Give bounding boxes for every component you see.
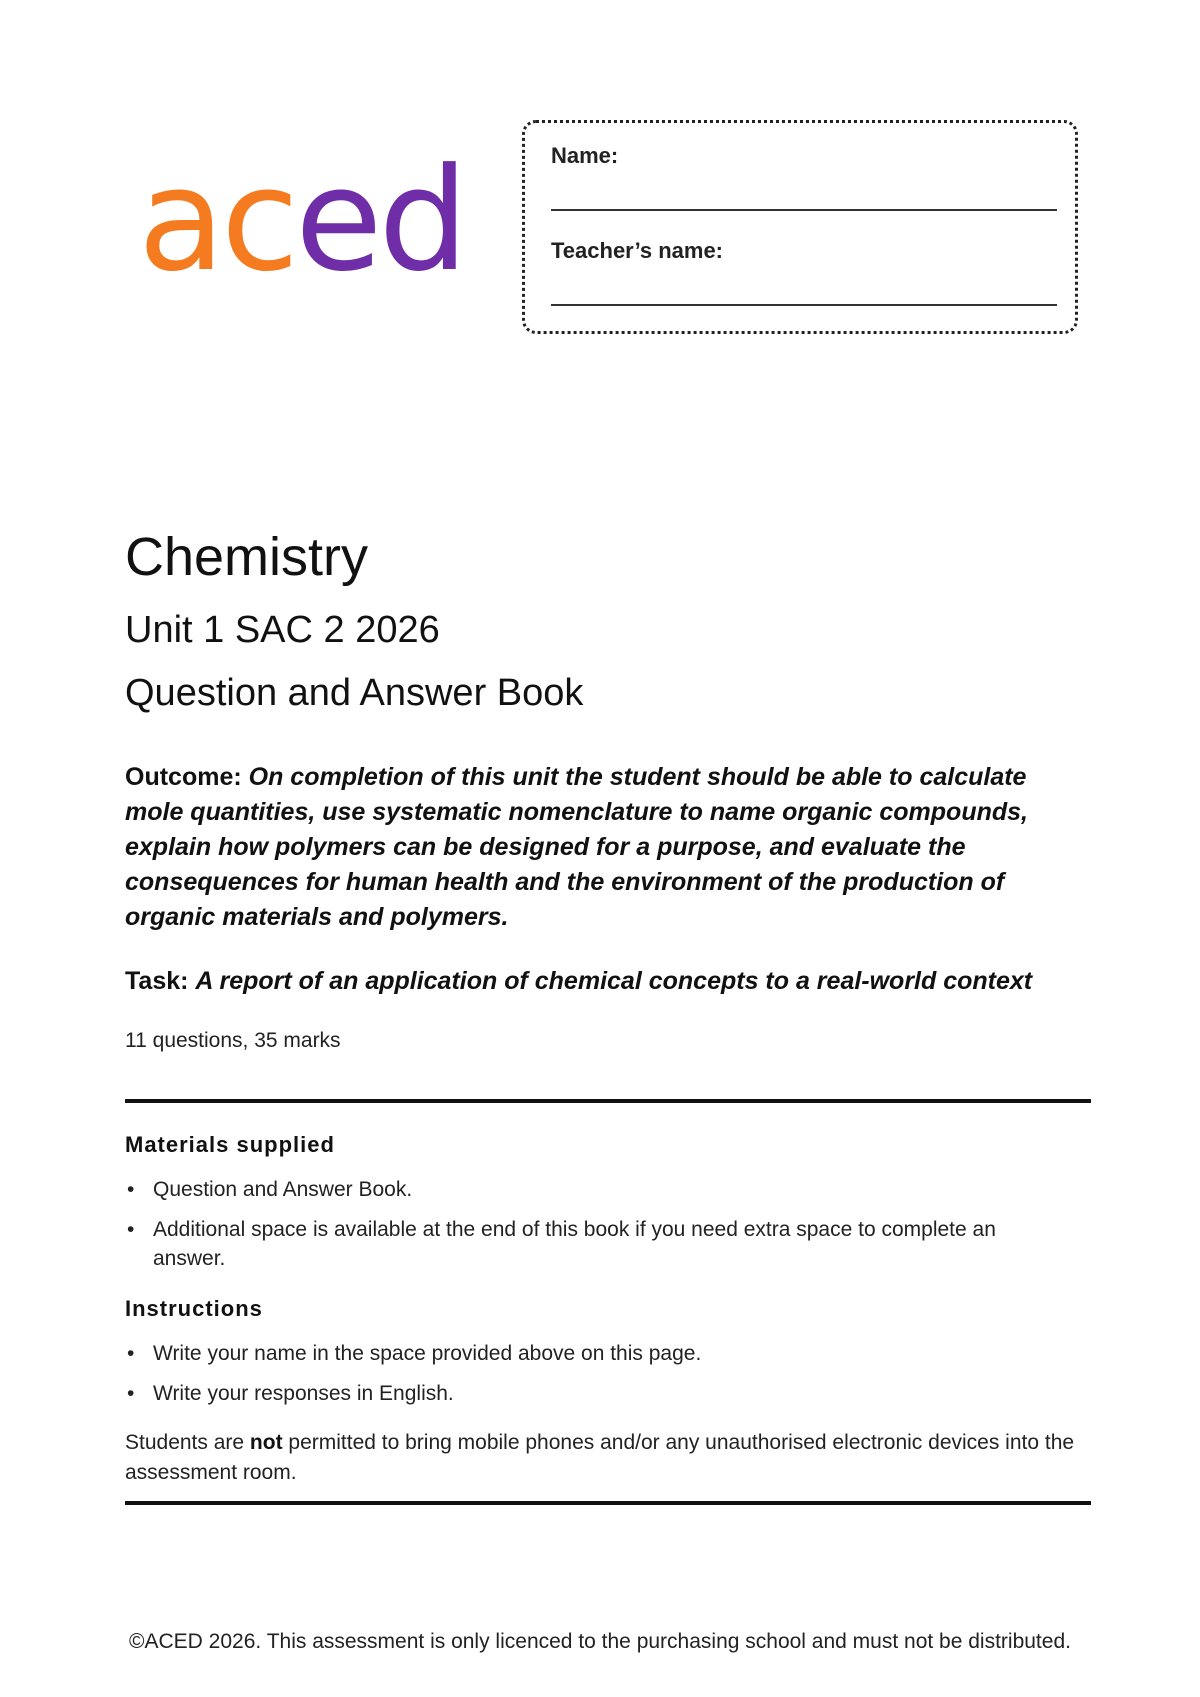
name-label: Name: (551, 143, 619, 168)
question-mark-summary: 11 questions, 35 marks (125, 1029, 341, 1052)
bottom-divider (125, 1501, 1091, 1505)
name-write-line[interactable] (551, 209, 1057, 211)
subject-title: Chemistry (125, 527, 369, 587)
logo-part-ed: ed (295, 138, 465, 303)
task-paragraph (125, 964, 1085, 999)
logo-part-ac: ac (138, 138, 296, 303)
bullet-icon: • (127, 1382, 135, 1405)
materials-list (125, 1175, 1065, 1284)
device-warning: Students are not permitted to bring mobile phones and/or any unauthorised electronic devices into the assessment room. (125, 1431, 1075, 1484)
unit-title: Unit 1 SAC 2 2026 (125, 609, 440, 651)
list-item: • Write your responses in English. (125, 1379, 1065, 1408)
materials-heading: Materials supplied (125, 1132, 335, 1157)
book-type-title: Question and Answer Book (125, 672, 584, 714)
aced-logo (138, 138, 465, 303)
teacher-name-write-line[interactable] (551, 304, 1057, 306)
task-text: A report of an application of chemical concepts to a real-world context (195, 967, 1033, 995)
student-details-box (522, 120, 1078, 334)
outcome-paragraph (125, 760, 1085, 935)
top-divider (125, 1099, 1091, 1103)
list-item: • Question and Answer Book. (125, 1175, 1065, 1204)
instructions-heading: Instructions (125, 1296, 263, 1321)
bullet-icon: • (127, 1178, 135, 1201)
bullet-icon: • (127, 1218, 135, 1241)
warning-emphasis: not (249, 1431, 283, 1454)
bullet-icon: • (127, 1342, 135, 1365)
instructions-list (125, 1339, 1065, 1419)
copyright-footer: ©ACED 2026. This assessment is only licenced to the purchasing school and must not be distributed. (129, 1630, 1071, 1653)
list-item: • Additional space is available at the end of this book if you need extra space to complete an answer. (125, 1215, 1065, 1273)
task-label: Task: (125, 967, 189, 995)
outcome-label: Outcome: (125, 763, 242, 791)
outcome-text: On completion of this unit the student should be able to calculate mole quantities, use systematic nomenclature to name organic compounds, explain how polymers can be designed for a purpose, and evaluate the consequences for human health and the environment of the production of organic materials and polymers. (125, 763, 1028, 931)
list-item: • Write your name in the space provided above on this page. (125, 1339, 1065, 1368)
teacher-name-label: Teacher’s name: (551, 238, 724, 263)
